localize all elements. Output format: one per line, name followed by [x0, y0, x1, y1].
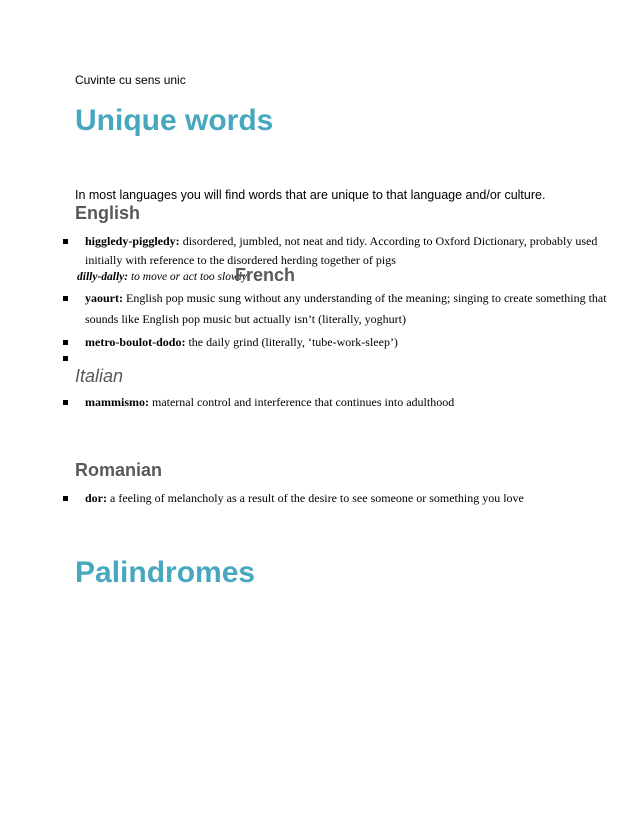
list-item-yaourt: [85, 289, 607, 308]
heading-french: French: [235, 265, 296, 285]
definition-continuation: initially with reference to the disordered herding together of pigs: [85, 253, 396, 267]
bullet-icon: [63, 496, 68, 501]
bullet-icon: [63, 239, 68, 244]
list-item-metro-boulot-dodo: [85, 333, 398, 352]
title-unique-words: Unique words: [75, 104, 274, 137]
list-item-higgledy-piggledy: [85, 232, 597, 251]
list-item-mammismo: [85, 393, 454, 412]
term-label: dilly-dally:: [77, 271, 129, 283]
definition-text: maternal control and interference that continues into adulthood: [148, 395, 455, 409]
heading-italian: Italian: [75, 366, 124, 386]
definition-text: disordered, jumbled, not neat and tidy. According to Oxford Dictionary, probably used: [179, 234, 598, 248]
title-palindromes: Palindromes: [75, 556, 256, 589]
definition-text: to move or act too slowly: [128, 271, 247, 283]
list-item-dilly-dally: [77, 268, 247, 287]
heading-romanian: Romanian: [75, 460, 163, 480]
definition-text: a feeling of melancholy as a result of the desire to see someone or something you love: [107, 491, 524, 505]
term-label: yaourt:: [85, 291, 123, 305]
term-label: higgledy-piggledy:: [85, 234, 180, 248]
definition-text: the daily grind (literally, ‘tube-work-sleep’): [185, 335, 398, 349]
bullet-icon: [63, 296, 68, 301]
term-label: metro-boulot-dodo:: [85, 335, 186, 349]
list-item-dor: [85, 489, 524, 508]
definition-continuation: sounds like English pop music but actually isn’t (literally, yoghurt): [85, 312, 406, 326]
bullet-icon: [63, 356, 68, 361]
heading-english: English: [75, 203, 141, 223]
bullet-icon: [63, 400, 68, 405]
intro-paragraph: In most languages you will find words that are unique to that language and/or culture.: [75, 188, 546, 202]
term-label: mammismo:: [85, 395, 149, 409]
page-header: Cuvinte cu sens unic: [75, 73, 186, 87]
definition-text: English pop music sung without any understanding of the meaning; singing to create something that: [123, 291, 607, 305]
bullet-icon: [63, 340, 68, 345]
term-label: dor:: [85, 491, 107, 505]
